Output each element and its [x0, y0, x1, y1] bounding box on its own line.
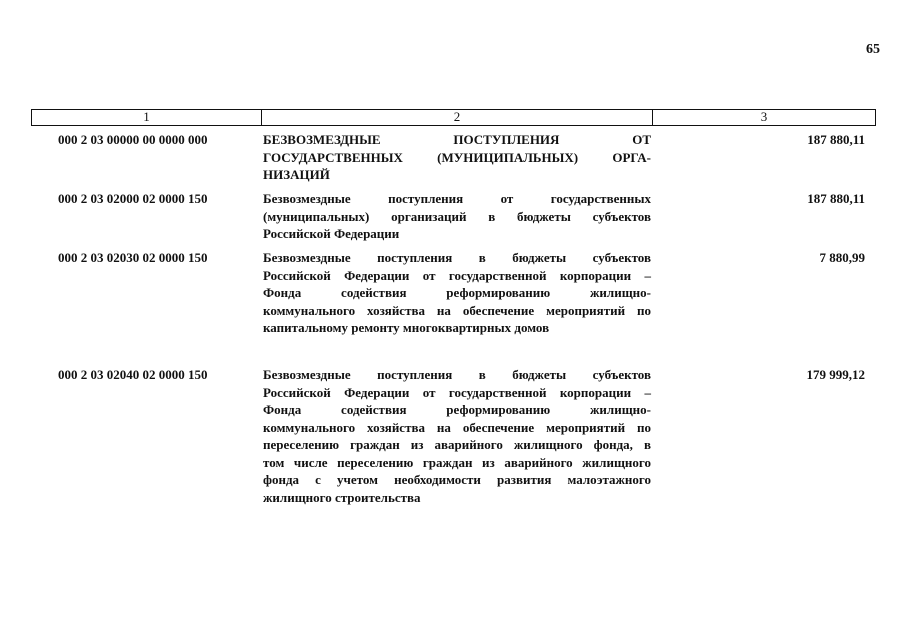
row-amount: 187 880,11	[807, 191, 865, 206]
description-line: Фонда содействия реформированию жилищно-	[263, 402, 651, 417]
description-line: НИЗАЦИЙ	[263, 167, 330, 182]
description-line: фонда с учетом необходимости развития малоэтажного	[263, 472, 651, 487]
table-header-row	[31, 109, 876, 126]
description-line: Российской Федерации от государственной корпорации –	[263, 267, 651, 283]
description-line: (муниципальных) организаций в бюджеты субъектов	[263, 208, 651, 224]
description-line: том числе переселению граждан из аварийного жилищного	[263, 454, 651, 470]
description-line: коммунального хозяйства на обеспечение мероприятий по	[263, 302, 651, 318]
description-line: БЕЗВОЗМЕЗДНЫЕ ПОСТУПЛЕНИЯ ОТ	[263, 132, 651, 147]
description-line: ГОСУДАРСТВЕННЫХ (МУНИЦИПАЛЬНЫХ) ОРГА-	[263, 149, 651, 165]
description-line: Безвозмездные поступления от государственных	[263, 191, 651, 206]
row-description	[263, 190, 651, 243]
description-line: Российской Федерации от государственной корпорации –	[263, 384, 651, 400]
budget-code: 000 2 03 02040 02 0000 150	[58, 367, 208, 382]
budget-code: 000 2 03 00000 00 0000 000	[58, 132, 208, 147]
description-line: жилищного строительства	[263, 489, 421, 505]
description-line: Фонда содействия реформированию жилищно-	[263, 285, 651, 300]
page-number: 65	[866, 42, 880, 57]
description-line: капитальному ремонту многоквартирных домов	[263, 320, 550, 335]
description-line: Безвозмездные поступления в бюджеты субъектов	[263, 250, 651, 265]
row-amount: 7 880,99	[819, 250, 865, 265]
header-column-1: 1	[32, 110, 262, 125]
header-column-3: 3	[760, 109, 768, 124]
row-description	[263, 131, 651, 184]
row-description	[263, 366, 651, 506]
budget-code: 000 2 03 02030 02 0000 150	[58, 250, 208, 265]
description-line: переселению граждан из аварийного жилищного фонда, в	[263, 437, 651, 452]
header-column-2: 2	[262, 110, 653, 125]
budget-code: 000 2 03 02000 02 0000 150	[58, 191, 208, 206]
row-description	[263, 249, 651, 337]
description-line: Российской Федерации	[263, 226, 400, 241]
row-amount: 179 999,12	[806, 367, 865, 382]
description-line: коммунального хозяйства на обеспечение мероприятий по	[263, 419, 651, 435]
description-line: Безвозмездные поступления в бюджеты субъектов	[263, 367, 651, 382]
row-amount: 187 880,11	[807, 132, 865, 147]
